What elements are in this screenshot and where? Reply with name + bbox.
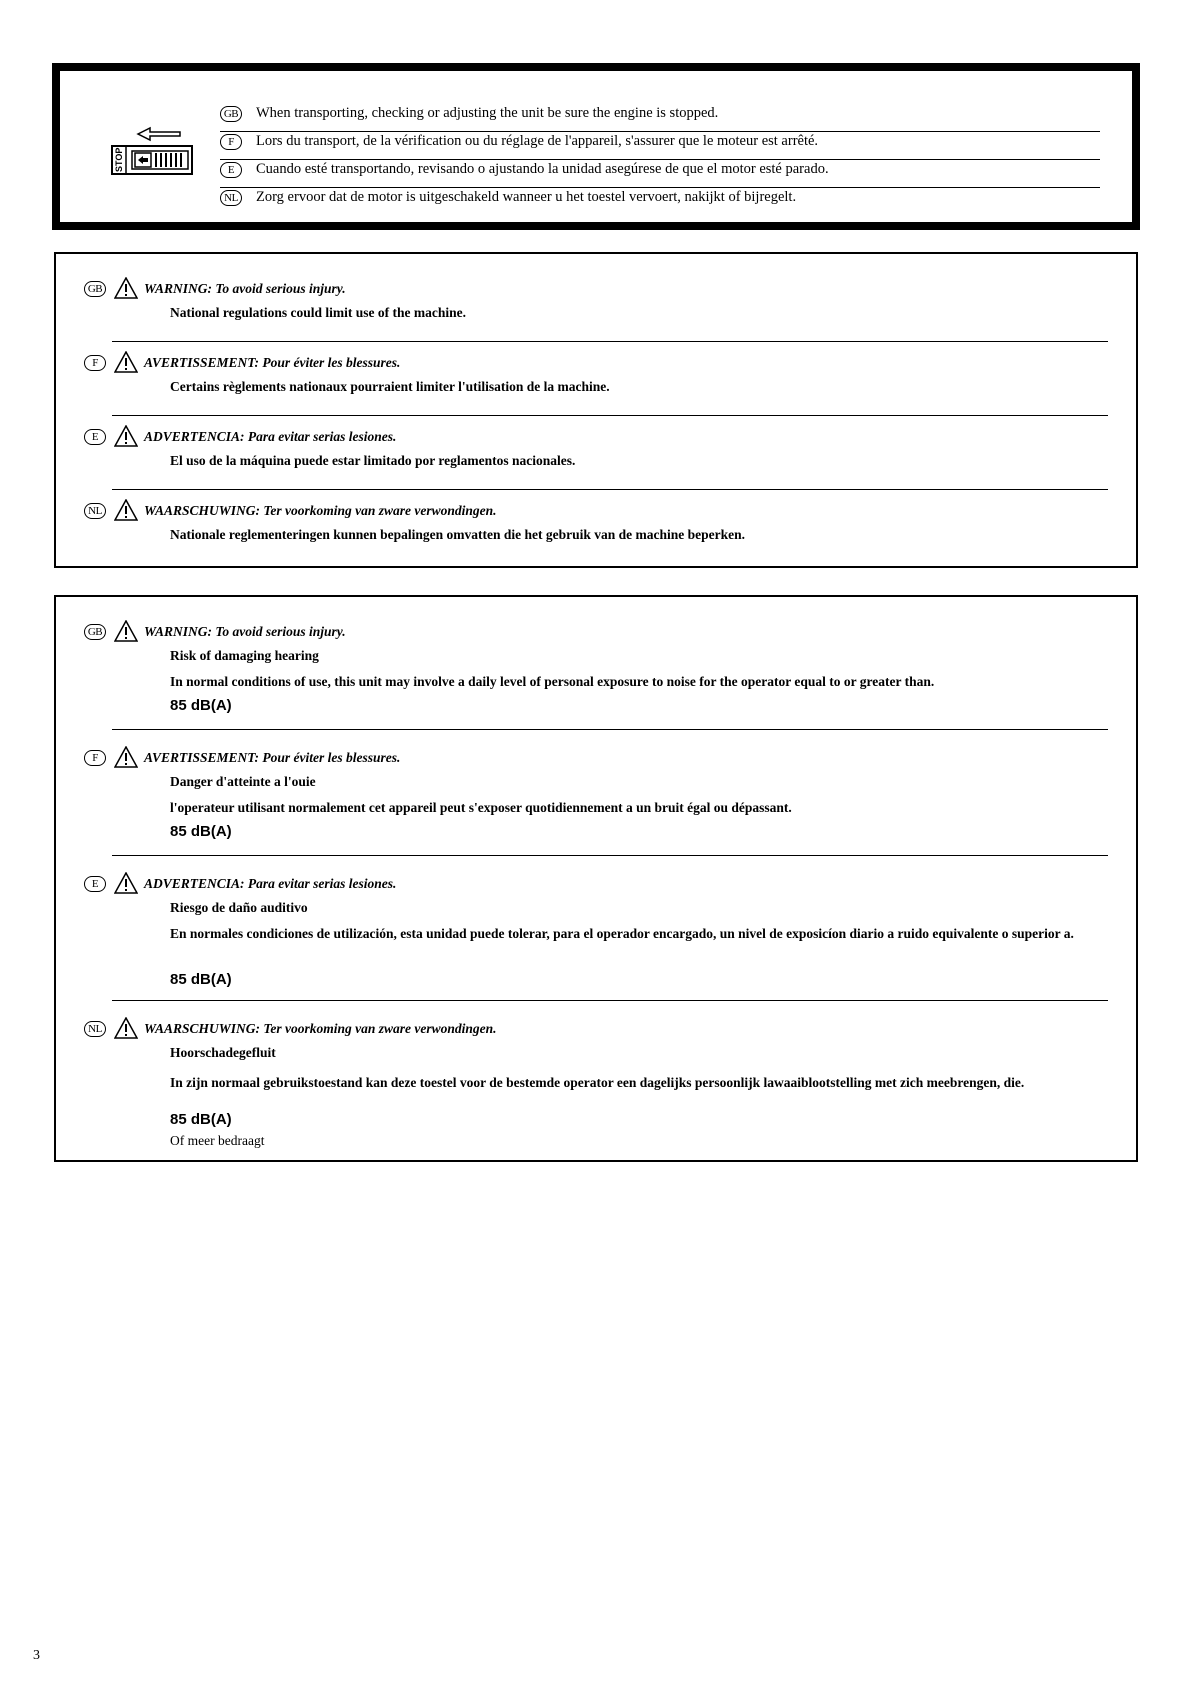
lang-badge: F bbox=[84, 355, 106, 371]
stop-row-gb bbox=[220, 104, 1100, 132]
stop-notice-box bbox=[52, 63, 1140, 230]
warning-title: WARNING: To avoid serious injury. bbox=[144, 624, 346, 639]
stop-text: When transporting, checking or adjusting the unit be sure the engine is stopped. bbox=[256, 105, 719, 121]
lang-badge: GB bbox=[220, 106, 242, 122]
divider bbox=[112, 729, 1108, 730]
page-number: 3 bbox=[33, 1648, 40, 1663]
lang-badge: F bbox=[220, 134, 242, 150]
warning-body: El uso de la máquina puede estar limitado por reglamentos nacionales. bbox=[170, 453, 576, 468]
lang-badge: NL bbox=[84, 503, 106, 519]
warning-title: WARNING: To avoid serious injury. bbox=[144, 281, 346, 296]
lang-badge: NL bbox=[220, 190, 242, 206]
lang-badge: E bbox=[84, 876, 106, 892]
warning-body: Certains règlements nationaux pourraient limiter l'utilisation de la machine. bbox=[170, 379, 610, 394]
warning-title: ADVERTENCIA: Para evitar serias lesiones. bbox=[144, 429, 397, 444]
stop-text: Cuando esté transportando, revisando o ajustando la unidad asegúrese de que el motor esté parado. bbox=[256, 161, 829, 177]
warning-body: l'operateur utilisant normalement cet appareil peut s'exposer quotidiennement a un bruit égal ou dépassant. bbox=[170, 800, 792, 815]
noise-level: 85 dB(A) bbox=[170, 697, 232, 714]
warning-title: WAARSCHUWING: Ter voorkoming van zware verwondingen. bbox=[144, 1021, 497, 1036]
divider bbox=[112, 855, 1108, 856]
warning-title: WAARSCHUWING: Ter voorkoming van zware verwondingen. bbox=[144, 503, 497, 518]
warning-subtitle: Danger d'atteinte a l'ouie bbox=[170, 774, 316, 789]
lang-badge: GB bbox=[84, 624, 106, 640]
warning-title: AVERTISSEMENT: Pour éviter les blessures. bbox=[144, 355, 401, 370]
lang-badge: NL bbox=[84, 1021, 106, 1037]
warning-triangle-icon bbox=[114, 351, 138, 373]
stop-text: Lors du transport, de la vérification ou du réglage de l'appareil, s'assurer que le moteur est arrêté. bbox=[256, 133, 819, 149]
warning-title: AVERTISSEMENT: Pour éviter les blessures. bbox=[144, 750, 401, 765]
warning-triangle-icon bbox=[114, 872, 138, 894]
warning-triangle-icon bbox=[114, 620, 138, 642]
hearing-warning-box bbox=[54, 595, 1138, 1162]
lang-badge: E bbox=[84, 429, 106, 445]
noise-level: 85 dB(A) bbox=[170, 1111, 232, 1128]
stop-switch-icon bbox=[110, 126, 195, 186]
warning-body: In normal conditions of use, this unit may involve a daily level of personal exposure to noise for the operator equal to or greater than. bbox=[170, 674, 935, 689]
warning-body: National regulations could limit use of the machine. bbox=[170, 305, 467, 320]
noise-level: 85 dB(A) bbox=[170, 971, 232, 988]
stop-text: Zorg ervoor dat de motor is uitgeschakeld wanneer u het toestel vervoert, nakijkt of bijregelt. bbox=[256, 189, 797, 205]
divider bbox=[112, 489, 1108, 490]
lang-badge: F bbox=[84, 750, 106, 766]
stop-row-f bbox=[220, 132, 1100, 160]
warning-body: En normales condiciones de utilización, esta unidad puede tolerar, para el operador encargado, un nivel de exposicíon diario a ruido equivalente o superior a. bbox=[170, 926, 1074, 941]
warning-title: ADVERTENCIA: Para evitar serias lesiones. bbox=[144, 876, 397, 891]
warning-trailing-text: Of meer bedraagt bbox=[170, 1133, 265, 1148]
divider bbox=[112, 1000, 1108, 1001]
divider bbox=[112, 415, 1108, 416]
svg-text:STOP: STOP bbox=[114, 147, 124, 172]
warning-subtitle: Risk of damaging hearing bbox=[170, 648, 319, 663]
warning-triangle-icon bbox=[114, 746, 138, 768]
warning-body: In zijn normaal gebruikstoestand kan deze toestel voor de bestemde operator een dagelijks persoonlijk lawaaiblootstelling met zich meebrengen, die. bbox=[170, 1075, 1025, 1090]
lang-badge: GB bbox=[84, 281, 106, 297]
warning-triangle-icon bbox=[114, 1017, 138, 1039]
regulations-warning-box bbox=[54, 252, 1138, 568]
warning-subtitle: Hoorschadegefluit bbox=[170, 1045, 276, 1060]
divider bbox=[112, 341, 1108, 342]
warning-triangle-icon bbox=[114, 277, 138, 299]
lang-badge: E bbox=[220, 162, 242, 178]
warning-subtitle: Riesgo de daño auditivo bbox=[170, 900, 308, 915]
noise-level: 85 dB(A) bbox=[170, 823, 232, 840]
stop-row-nl bbox=[220, 188, 1100, 216]
warning-triangle-icon bbox=[114, 499, 138, 521]
stop-row-e bbox=[220, 160, 1100, 188]
warning-body: Nationale reglementeringen kunnen bepalingen omvatten die het gebruik van de machine beperken. bbox=[170, 527, 746, 542]
warning-triangle-icon bbox=[114, 425, 138, 447]
